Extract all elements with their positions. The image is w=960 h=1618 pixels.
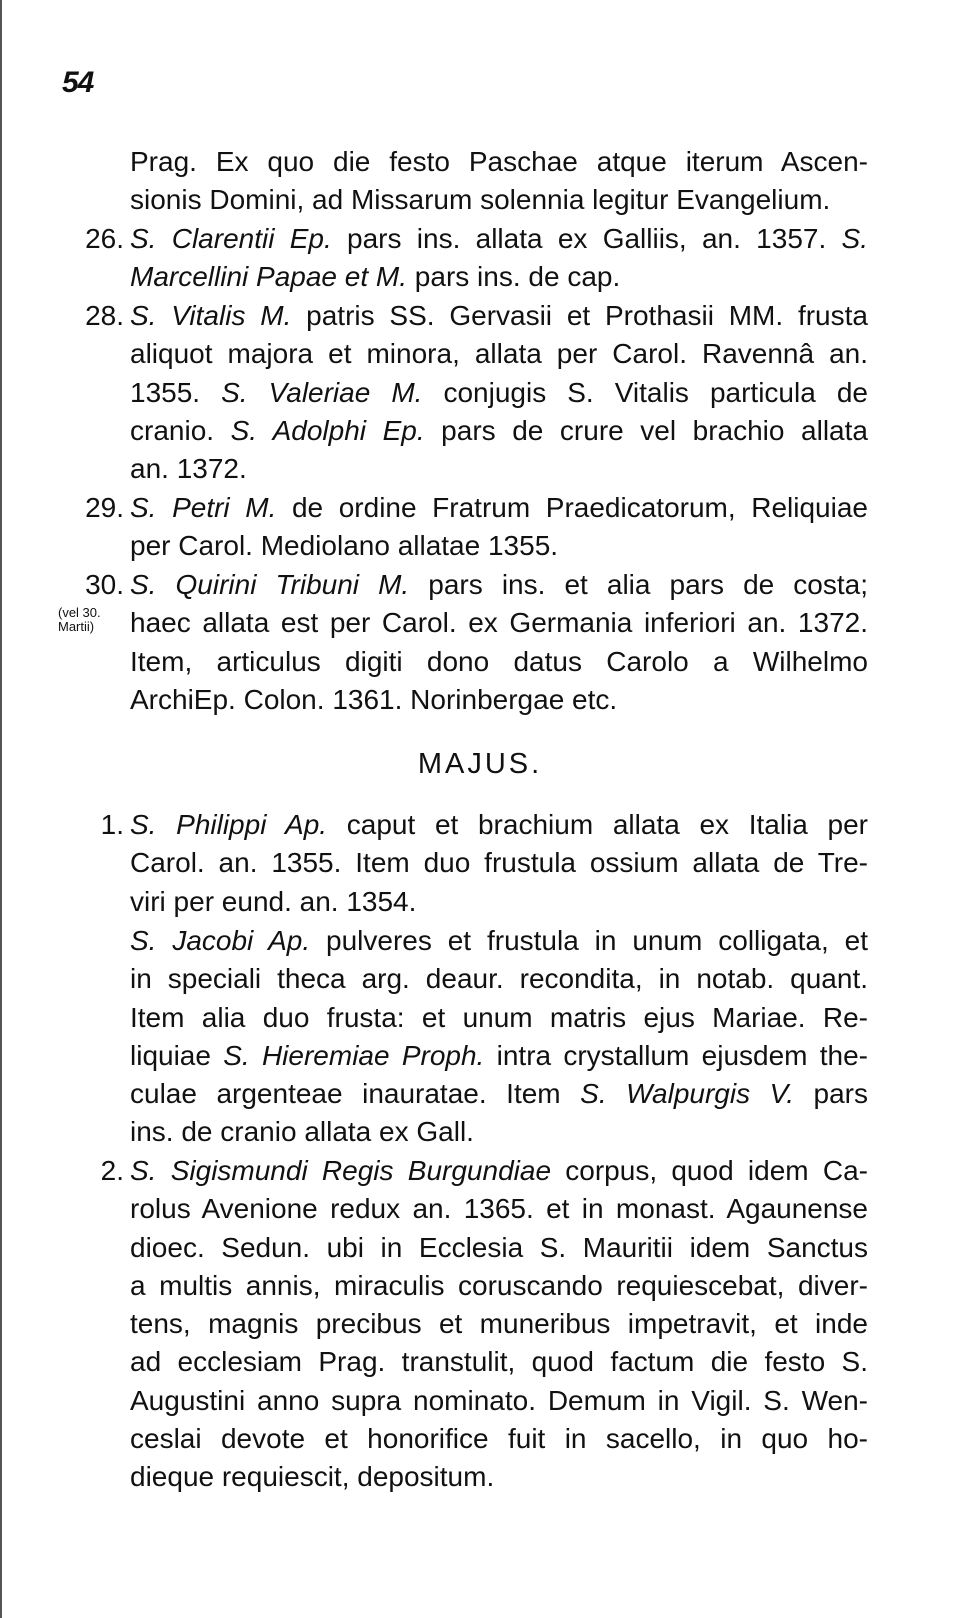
text-run: conjugis S. Vitalis particula de [422,376,868,408]
entry-line [130,604,868,642]
entry-line [130,643,868,681]
text-run: Item alia duo frusta: et unum matris ejus Mariae. Re- [130,1001,868,1033]
entry-text [130,806,868,921]
text-run: per Carol. Mediolano allatae 1355. [130,530,559,562]
entry-line [130,883,868,921]
page-edge-rule [0,0,2,1618]
text-run: Item, articulus digiti dono datus Carolo a Wilhelmo [130,645,868,677]
intro-text [130,143,868,220]
entry-line [130,374,868,412]
entry-line [130,220,868,258]
saint-name: S. Philippi Ap. [130,809,328,840]
text-run: ins. de cranio allata ex Gall. [130,1116,474,1148]
entry-line [130,1037,868,1075]
saint-name: S. Quirini Tribuni M. [130,569,410,600]
entry-line [130,960,868,998]
entry-text [130,1152,868,1497]
entry-line [130,1420,868,1458]
text-run: caput et brachium allata ex Italia per [327,809,868,840]
entry-line [130,1075,868,1113]
text-run: viri per eund. an. 1354. [130,885,417,917]
entry-line [130,527,868,565]
saint-name: S. Vitalis M. [130,300,292,331]
text-run: a multis annis, miraculis coruscando requiescebat, diver- [130,1269,868,1301]
entry-text [130,922,868,1152]
entry-line [130,1382,868,1420]
text-run: liquiae [130,1039,224,1071]
text-run: an. 1372. [130,453,247,485]
text-run: dieque requiescit, depositum. [130,1461,495,1493]
margin-note [58,606,101,634]
text-run: aliquot majora et minora, allata per Carol. Ravennâ an. [130,338,868,370]
entry-line [130,681,868,719]
month-heading: MAJUS. [417,748,543,780]
entry-day-number: 26. [85,223,124,254]
entry-line [130,999,868,1037]
entry-day-number: 28. [85,300,124,331]
entry-line [130,844,868,882]
entry-day-number: 2. [100,1155,124,1186]
saint-name: S. Jacobi Ap. [130,925,311,956]
text-run: corpus, quod idem Ca- [551,1155,868,1186]
text-run: 1355. [130,376,222,408]
text-run: de ordine Fratrum Praedicatorum, Reliquiae [276,492,868,523]
entry-day-number: 29. [85,492,124,523]
entry-line [130,1152,868,1190]
text-run: Carol. an. 1355. Item duo frustula ossium allata de Tre- [130,847,868,879]
entry-line [130,258,868,296]
saint-name: S. Hieremiae Proph. [223,1039,485,1071]
text-run: ceslai devote et honorifice fuit in sacello, in quo ho- [130,1423,868,1455]
saint-name: S. Clarentii Ep. [130,223,332,254]
entry-line [130,1305,868,1343]
saint-name: S. Valeriae M. [221,376,423,408]
entry-line [130,335,868,373]
entry-line [130,1343,868,1381]
text-run: ad ecclesiam Prag. transtulit, quod factum die festo S. [130,1346,868,1378]
text-run: pars de crure vel brachio allata [424,414,868,446]
text-run: pars ins. allata ex Galliis, an. 1357. [331,223,842,254]
text-run: culae argenteae inauratae. Item [130,1078,581,1110]
entry-text [130,489,868,566]
text-run: pars ins. de cap. [407,261,621,293]
intro-line-1: Prag. Ex quo die festo Paschae atque iterum Ascen- [130,146,868,177]
text-run: cranio. [130,414,231,446]
entry-line [130,1458,868,1496]
text-run: rolus Avenione redux an. 1365. et in monast. Agaunense [130,1193,868,1225]
margin-note-line-2: Martii) [58,619,95,634]
saint-name: S. Petri M. [130,492,277,523]
entry-text [130,220,868,297]
text-run: dioec. Sedun. ubi in Ecclesia S. Mauritii idem Sanctus [130,1231,868,1263]
entry-text [130,297,868,488]
entry-day-number: 30. [85,569,124,600]
text-run: patris SS. Gervasii et Prothasii MM. frusta [291,300,868,331]
page-number: 54 [62,66,94,99]
entry-line [130,1190,868,1228]
entry-line [130,450,868,488]
margin-note-line-1: (vel 30. [58,605,101,620]
text-run: tens, magnis precibus et muneribus impetravit, et inde [130,1308,868,1340]
saint-name: S. Walpurgis V. [580,1078,794,1110]
text-run: pars [794,1078,868,1110]
text-run: pars ins. et alia pars de costa; [409,569,868,600]
entry-line [130,489,868,527]
text-run: intra crystallum ejusdem the- [484,1039,869,1071]
saint-name: S. Sigismundi Regis Burgundiae [130,1155,552,1186]
text-run: haec allata est per Carol. ex Germania inferiori an. 1372. [130,607,868,639]
text-run: in speciali theca arg. deaur. recondita, in notab. quant. [130,963,868,995]
text-run: Augustini anno supra nominato. Demum in Vigil. S. Wen- [130,1384,868,1416]
text-run: ArchiEp. Colon. 1361. Norinbergae etc. [130,683,618,715]
entry-line [130,297,868,335]
entry-text [130,566,868,719]
saint-name: S. [841,223,868,254]
entry-line [130,412,868,450]
entry-line [130,806,868,844]
intro-line-2: sionis Domini, ad Missarum solennia legitur Evangelium. [130,184,831,216]
entry-day-number: 1. [100,809,124,840]
entry-line [130,1113,868,1151]
entry-line [130,1229,868,1267]
entry-line [130,1267,868,1305]
entry-line [130,566,868,604]
saint-name: S. Adolphi Ep. [230,414,425,446]
saint-name: Marcellini Papae et M. [130,261,408,293]
text-run: pulveres et frustula in unum colligata, et [310,925,868,956]
entry-line [130,922,868,960]
